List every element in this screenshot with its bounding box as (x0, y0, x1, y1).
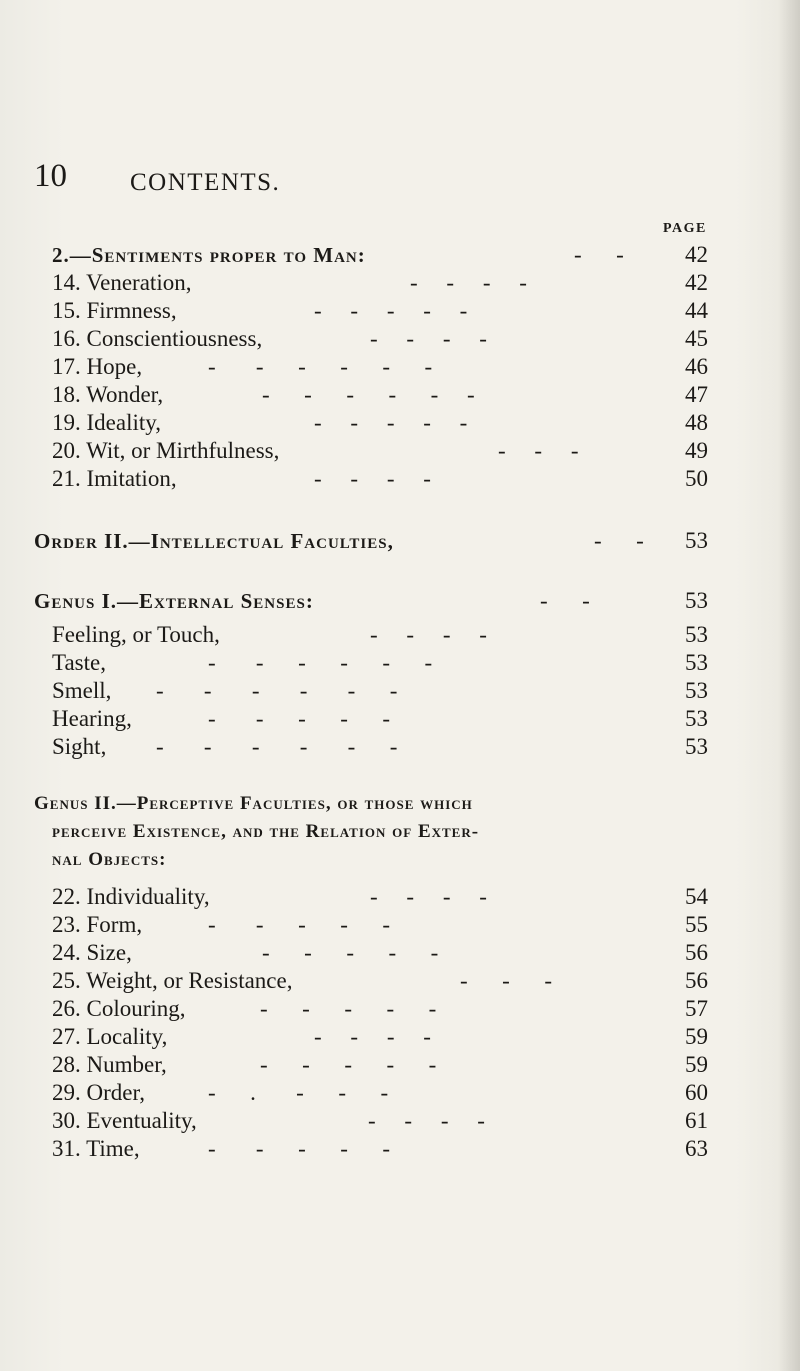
toc-entry (52, 408, 708, 438)
toc-entry (52, 910, 708, 940)
toc-entry-page: 55 (685, 912, 708, 937)
toc-entry (52, 380, 708, 410)
toc-entry-page: 59 (685, 1052, 708, 1077)
toc-entry-page: 46 (685, 354, 708, 379)
leader-dots: - - - (460, 968, 552, 993)
genus-i-heading (34, 586, 708, 616)
toc-entry-label: 27. Locality, (52, 1024, 168, 1049)
genus-ii-heading-line-1: Genus II.—Perceptive Faculties, or those which (34, 793, 473, 814)
toc-entry-label: 24. Size, (52, 940, 132, 965)
toc-entry-label: 17. Hope, (52, 354, 143, 379)
sentiments-heading (52, 240, 708, 270)
leader-dots: - - - - - - (156, 734, 398, 759)
toc-entry-label: Smell, (52, 678, 112, 703)
leader-dots: - - - - - (314, 298, 468, 323)
leader-dots: - - - - (368, 1108, 485, 1133)
toc-entry (52, 352, 708, 382)
leader-dots: - - - - - (260, 996, 437, 1021)
toc-entry-page: 56 (685, 968, 708, 993)
leader-dots: - - - - (370, 326, 487, 351)
toc-entry (52, 648, 708, 678)
toc-entry-page: 61 (685, 1108, 708, 1133)
toc-entry-page: 53 (685, 734, 708, 759)
leader-dots: - - - - - (208, 1136, 391, 1161)
toc-entry (52, 620, 708, 650)
toc-entry-page: 44 (685, 298, 708, 323)
toc-entry (52, 676, 708, 706)
toc-entry (52, 464, 708, 494)
leader-dots: - - - - - - (156, 678, 398, 703)
toc-entry-label: Feeling, or Touch, (52, 622, 220, 647)
toc-entry-label: 18. Wonder, (52, 382, 164, 407)
toc-entry-label: 30. Eventuality, (52, 1108, 197, 1133)
toc-entry-page: 56 (685, 940, 708, 965)
toc-entry-label: 31. Time, (52, 1136, 140, 1161)
page-edge-shadow (778, 0, 800, 1371)
toc-entry (52, 436, 708, 466)
order-ii-heading (34, 526, 708, 556)
toc-entry-page: 48 (685, 410, 708, 435)
leader-dots: - - - - - (208, 912, 391, 937)
leader-dots: - - - - (370, 884, 487, 909)
sentiments-heading-page: 42 (685, 242, 708, 267)
toc-entry-label: 23. Form, (52, 912, 143, 937)
sentiments-heading-label: 2.—Sentiments proper to Man: (52, 243, 366, 267)
genus-i-heading-page: 53 (685, 588, 708, 613)
toc-entry (52, 732, 708, 762)
toc-entry-page: 60 (685, 1080, 708, 1105)
toc-entry-label: 15. Firmness, (52, 298, 177, 323)
toc-entry-label: Hearing, (52, 706, 132, 731)
toc-entry-page: 47 (685, 382, 708, 407)
toc-entry (52, 1050, 708, 1080)
leader-dots: - - - - - (260, 1052, 437, 1077)
leader-dots: - - - - - - (208, 650, 433, 675)
toc-entry-label: 25. Weight, or Resistance, (52, 968, 293, 993)
toc-entry-label: 29. Order, (52, 1080, 145, 1105)
toc-entry (52, 882, 708, 912)
toc-entry-label: Sight, (52, 734, 107, 759)
toc-entry-page: 42 (685, 270, 708, 295)
toc-entry-page: 53 (685, 706, 708, 731)
leader-dots: - - - - (370, 622, 487, 647)
leader-dots: - - - - - (262, 940, 439, 965)
leader-dots: - - - - - (314, 410, 468, 435)
toc-entry-label: 28. Number, (52, 1052, 167, 1077)
toc-entry-label: 14. Veneration, (52, 270, 192, 295)
leader-dots: - - - - - - (262, 382, 475, 407)
order-ii-heading-label: Order II.—Intellectual Faculties, (34, 529, 394, 553)
toc-entry-label: 22. Individuality, (52, 884, 210, 909)
toc-entry (52, 1134, 708, 1164)
toc-entry-page: 54 (685, 884, 708, 909)
toc-entry (52, 1106, 708, 1136)
leader-dots: - - - (498, 438, 579, 463)
leader-dots: - - (574, 242, 624, 267)
toc-entry-label: 26. Colouring, (52, 996, 186, 1021)
leader-dots: - - (540, 588, 590, 613)
toc-entry-page: 63 (685, 1136, 708, 1161)
toc-entry-page: 49 (685, 438, 708, 463)
toc-entry (52, 966, 708, 996)
toc-entry-page: 53 (685, 678, 708, 703)
toc-entry (52, 1078, 708, 1108)
running-head: CONTENTS. (130, 169, 281, 196)
toc-entry-label: Taste, (52, 650, 106, 675)
leader-dots: - . - - - (208, 1080, 389, 1105)
order-ii-heading-page: 53 (685, 528, 708, 553)
toc-entry-label: 19. Ideality, (52, 410, 162, 435)
toc-entry-label: 16. Conscientiousness, (52, 326, 263, 351)
toc-entry (52, 324, 708, 354)
toc-entry-page: 45 (685, 326, 708, 351)
toc-entry-page: 50 (685, 466, 708, 491)
leader-dots: - - - - (314, 1024, 431, 1049)
toc-entry-label: 20. Wit, or Mirthfulness, (52, 438, 280, 463)
toc-entry-label: 21. Imitation, (52, 466, 177, 491)
leader-dots: - - (594, 528, 644, 553)
toc-entry-page: 57 (685, 996, 708, 1021)
page-number: 10 (34, 158, 67, 194)
toc-entry (52, 1022, 708, 1052)
toc-entry-page: 59 (685, 1024, 708, 1049)
genus-i-heading-label: Genus I.—External Senses: (34, 589, 314, 613)
genus-ii-heading-line-2: perceive Existence, and the Relation of Exter- (52, 821, 480, 842)
toc-entry (52, 938, 708, 968)
genus-ii-heading-line-3: nal Objects: (52, 849, 167, 870)
toc-entry-page: 53 (685, 622, 708, 647)
leader-dots: - - - - - - (208, 354, 433, 379)
page-column-label: PAGE (663, 221, 707, 236)
toc-entry (52, 704, 708, 734)
toc-entry (52, 296, 708, 326)
leader-dots: - - - - (410, 270, 527, 295)
toc-entry-page: 53 (685, 650, 708, 675)
leader-dots: - - - - - (208, 706, 391, 731)
toc-entry (52, 268, 708, 298)
toc-entry (52, 994, 708, 1024)
leader-dots: - - - - (314, 466, 431, 491)
